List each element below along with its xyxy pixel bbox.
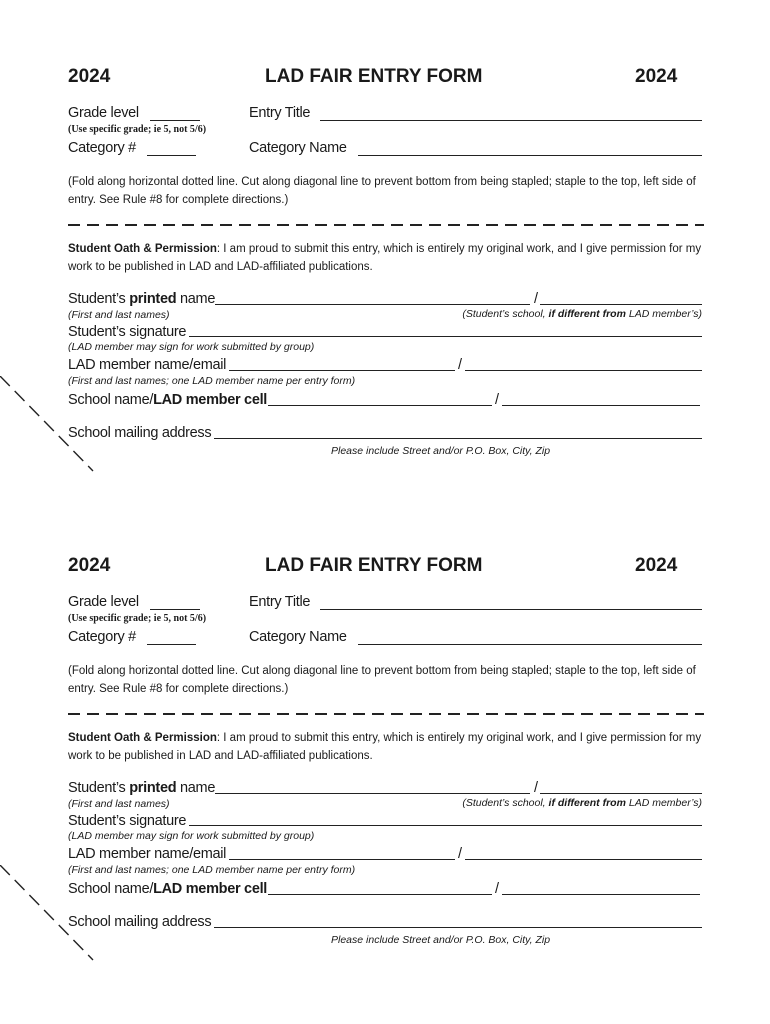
- entry-title-label: Entry Title: [249, 594, 311, 610]
- address-field[interactable]: [214, 927, 702, 928]
- category-name-label: Category Name: [249, 629, 347, 645]
- form-title: LAD FAIR ENTRY FORM: [265, 66, 483, 87]
- student-label-post: name: [176, 780, 216, 796]
- category-name-label: Category Name: [249, 140, 347, 156]
- oath-text: : I am proud to submit this entry, which is entirely my original work, and I give permission for my work to be published in LAD and LAD-affiliated publications.: [68, 243, 702, 273]
- school-label-pre: School name/: [68, 881, 154, 897]
- student-label-bold: printed: [129, 780, 177, 796]
- first-last-hint: (First and last names): [68, 798, 170, 810]
- student-school-field[interactable]: [540, 304, 702, 305]
- slash: /: [495, 392, 499, 408]
- member-cell-field[interactable]: [502, 405, 700, 406]
- member-hint: (First and last names; one LAD member name per entry form): [68, 375, 356, 387]
- student-label-pre: Student’s: [68, 291, 130, 307]
- oath-paragraph: [68, 729, 704, 765]
- grade-label: Grade level: [68, 594, 139, 610]
- student-label-bold: printed: [129, 291, 177, 307]
- fold-instructions: (Fold along horizontal dotted line. Cut along diagonal line to prevent bottom from being stapled; staple to the top, left side of entry. See Rule #8 for complete directions.): [68, 176, 696, 206]
- member-email-field[interactable]: [465, 859, 702, 860]
- category-num-field[interactable]: [147, 644, 196, 645]
- signature-label: Student’s signature: [68, 324, 187, 340]
- school-name-field[interactable]: [268, 405, 492, 406]
- school-label-bold: LAD member cell: [153, 881, 268, 897]
- member-label: LAD member name/email: [68, 846, 227, 862]
- member-hint: (First and last names; one LAD member name per entry form): [68, 864, 356, 876]
- group-hint: (LAD member may sign for work submitted by group): [68, 341, 315, 353]
- school-hint-post: LAD member’s): [625, 308, 702, 320]
- address-label: School mailing address: [68, 914, 212, 930]
- oath-heading: Student Oath & Permission: [68, 243, 217, 255]
- slash: /: [458, 357, 462, 373]
- member-name-field[interactable]: [229, 370, 455, 371]
- school-hint: [462, 797, 702, 809]
- school-hint-pre: (Student’s school,: [462, 308, 549, 320]
- fold-instructions: (Fold along horizontal dotted line. Cut along diagonal line to prevent bottom from being stapled; staple to the top, left side of entry. See Rule #8 for complete directions.): [68, 665, 696, 695]
- member-cell-field[interactable]: [502, 894, 700, 895]
- fold-line: [68, 224, 704, 226]
- entry-title-field[interactable]: [320, 120, 702, 121]
- oath-paragraph: [68, 240, 704, 276]
- student-name-label: [68, 780, 215, 796]
- school-hint-post: LAD member’s): [625, 797, 702, 809]
- slash: /: [534, 291, 538, 307]
- category-num-field[interactable]: [147, 155, 196, 156]
- entry-form-bottom: [0, 489, 770, 946]
- school-hint: [462, 308, 702, 320]
- signature-field[interactable]: [189, 336, 702, 337]
- slash: /: [534, 780, 538, 796]
- student-name-field[interactable]: [215, 793, 530, 794]
- signature-label: Student’s signature: [68, 813, 187, 829]
- student-school-field[interactable]: [540, 793, 702, 794]
- member-name-field[interactable]: [229, 859, 455, 860]
- entry-title-field[interactable]: [320, 609, 702, 610]
- school-label-pre: School name/: [68, 392, 154, 408]
- year-right: 2024: [635, 66, 678, 87]
- cut-line: [0, 865, 100, 965]
- signature-field[interactable]: [189, 825, 702, 826]
- student-label-post: name: [176, 291, 216, 307]
- school-label-bold: LAD member cell: [153, 392, 268, 408]
- year-left: 2024: [68, 555, 111, 576]
- address-hint: Please include Street and/or P.O. Box, City, Zip: [331, 445, 551, 457]
- category-num-label: Category #: [68, 629, 136, 645]
- student-name-field[interactable]: [215, 304, 530, 305]
- year-left: 2024: [68, 66, 111, 87]
- grade-label: Grade level: [68, 105, 139, 121]
- form-title: LAD FAIR ENTRY FORM: [265, 555, 483, 576]
- category-name-field[interactable]: [358, 644, 702, 645]
- address-field[interactable]: [214, 438, 702, 439]
- entry-form-top: [0, 0, 770, 457]
- grade-hint: (Use specific grade; ie 5, not 5/6): [68, 124, 207, 135]
- school-hint-pre: (Student’s school,: [462, 797, 549, 809]
- slash: /: [458, 846, 462, 862]
- category-num-label: Category #: [68, 140, 136, 156]
- member-email-field[interactable]: [465, 370, 702, 371]
- grade-field[interactable]: [150, 609, 200, 610]
- oath-heading: Student Oath & Permission: [68, 732, 217, 744]
- student-name-label: [68, 291, 215, 307]
- member-label: LAD member name/email: [68, 357, 227, 373]
- school-hint-bold: if different from: [548, 797, 626, 809]
- student-label-pre: Student’s: [68, 780, 130, 796]
- grade-field[interactable]: [150, 120, 200, 121]
- address-label: School mailing address: [68, 425, 212, 441]
- year-right: 2024: [635, 555, 678, 576]
- school-hint-bold: if different from: [548, 308, 626, 320]
- school-name-field[interactable]: [268, 894, 492, 895]
- group-hint: (LAD member may sign for work submitted by group): [68, 830, 315, 842]
- oath-text: : I am proud to submit this entry, which is entirely my original work, and I give permission for my work to be published in LAD and LAD-affiliated publications.: [68, 732, 702, 762]
- fold-line: [68, 713, 704, 715]
- cut-line: [0, 376, 100, 476]
- grade-hint: (Use specific grade; ie 5, not 5/6): [68, 613, 207, 624]
- entry-title-label: Entry Title: [249, 105, 311, 121]
- address-hint: Please include Street and/or P.O. Box, City, Zip: [331, 934, 551, 946]
- slash: /: [495, 881, 499, 897]
- category-name-field[interactable]: [358, 155, 702, 156]
- first-last-hint: (First and last names): [68, 309, 170, 321]
